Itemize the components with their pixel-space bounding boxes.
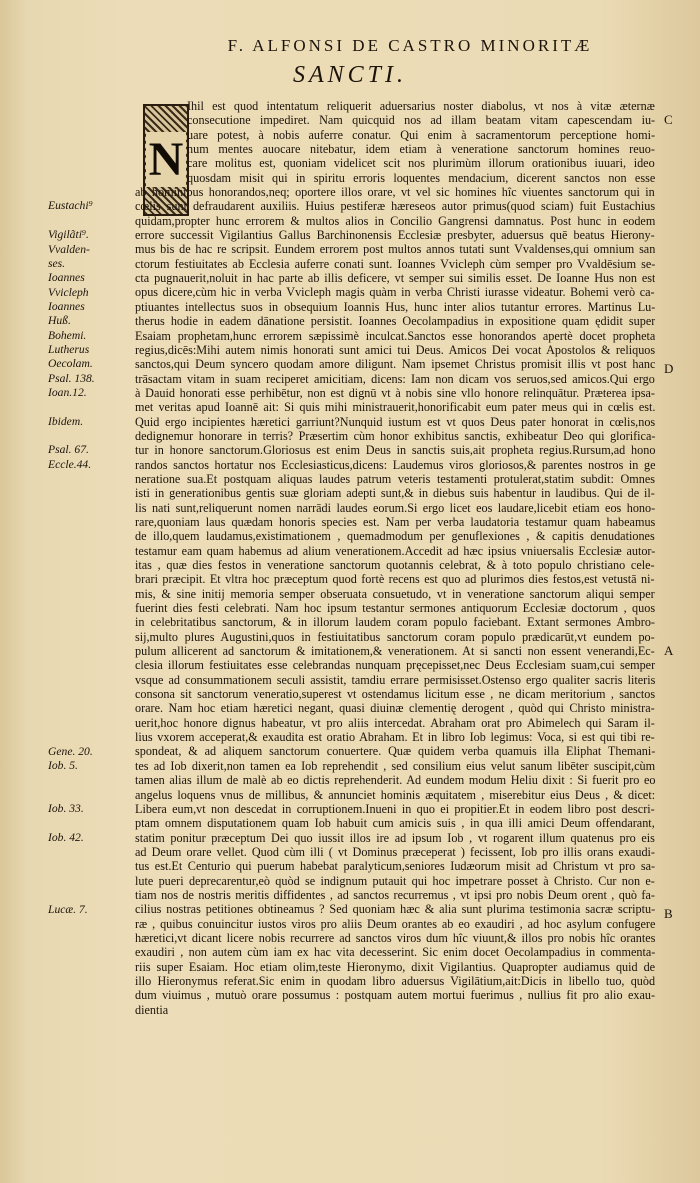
margin-note: Ioan.12. [48,386,87,399]
text-line: rare,quoniam laus quædam honoris species est. Nam per verba laudatoria testamur quam habeamus [135,514,655,529]
text-line: Quid ergo incipientes hæretici garriunt?Nunquid iustum est vt quos Deus pater honorat in cœlis,nos [135,414,655,429]
text-line: lute pueri deprecarentur,eò quòd se indignum putauit qui hoc impetrare posset à Christo. Cur non e- [135,873,655,888]
margin-note: Gene. 20. [48,744,93,758]
text-line: dientia [135,1002,169,1017]
margin-note: Iob. 5. [48,759,78,773]
text-line: neratione sua.Et postquam aliquas laudes patrum veteris testamenti protulerat,statim subdit: Omnes [135,471,655,486]
text-line: clesia illorum festiuitates esse celebrandas nunquam pręcepisset,nec Deus Ecclesiam suam,cui semper [135,658,655,673]
text-line: dedignemur honorare in terris? Præsertim cùm honor exhibitus sanctis, exhibeatur Deo qui glorifica- [135,428,655,443]
text-line: orare. Nam hoc etiam hæretici negant, quasi diuinæ clementię derogent , quòd qui Christo ministra- [135,701,655,716]
margin-note: Ioannes [48,271,85,285]
margin-note: Psal. 67. [48,443,89,457]
margin-note: Vigilãti⁹. [48,228,89,242]
text-line: pulum allicerent ad sanctorum & imitationem,& venerationem. At si sancti non essent venerandi,Ec- [135,644,655,659]
text-line: ptiuantes intellectus suos in obsequium Ioannis Hus, hunc inter alios tutantur errores. Martinus Lu- [135,299,655,314]
column-letter-c: C [664,112,673,127]
text-line: lius vxorem acceperat,& exaudita est oratio Abraham. Et in libro Iob legimus: Voca, si est qui tibi re- [135,730,655,745]
main-text [135,99,655,1017]
running-head: F. ALFONSI DE CASTRO MINORITÆ [227,36,593,55]
text-line: exaudiri , non autem cùm iam ex hac vita decesserint. Sic enim docet Oecolampadius in commenta- [135,945,655,960]
text-line: tus est.Et Centurio qui puerum habebat paralyticum,seniores Iudæorum misit ad Christum vt pro sa- [135,859,655,874]
text-line: hæretici,vt dicant licere nobis recurrere ad sanctos viros dum hîc viuunt,& illos pro nobis hîc orantes [135,930,655,945]
text-line: in celebritatibus sanctorum, & in illorum laudem coram populo faciebant. Extant sermones Ambro- [135,615,655,630]
text-line: regius,dicēs:Mihi autem nimis honorati sunt amici tui Deus. Amicos Dei vocat Apostolos & reliquos [135,342,655,357]
margin-note: Iob. 42. [48,830,84,844]
margin-note: Ibidem. [48,414,84,428]
text-line: riis super Esaiam. Hoc etiam olim,teste Hieronymo, dixit Vigilantius. Quapropter audiamus quid de [135,959,655,974]
text-line: errore successit Vigilantius Gallus Barchinonensis Ecclesiæ presbyter, aduersus quē beatus Hierony- [135,228,655,243]
text-line: lis nati sunt,reliquerunt nomen narrādi laudes eorum.Si ergo licet eos laudare,licebit etiam eos hono- [135,500,655,515]
margin-note: Eccle.44. [48,457,92,471]
margin-note: Bohemi. [48,328,87,342]
text-line: Libera eum,vt non descedat in corruptionem.Inueni in quo ei propitier.Et in eodem libro post descri- [135,801,655,816]
text-line: itas , quæ dies festos in veneratione sanctorum quotannis celebrat, & à toto populo christiano cele- [135,558,655,572]
text-line: ptam omnem disputationem quam Iob habuit cum amicis suis , in qua illi amici Deum offendarant, [135,816,655,831]
text-line: num mentes auocare nitebatur, idem etiam à veneratione sanctorum homines reuo- [187,142,655,157]
text-line: tamen alias illum de malè ab eo dictis reprehenderit. Ad eundem modum Heliu dixit : Si fuerit pro eo [135,773,655,788]
margin-note: Vvicleph [48,285,89,299]
text-line: care molitus est, quoniam videlicet scit nos plurimùm illorum orationibus iuuari, ideo [187,156,655,171]
text-line: met veritas apud Ioannē ait: Si quis mihi ministrauerit,honorificabit eum pater meus qui in cœlis est. [135,400,655,415]
text-line: dum viuimus , mutuò orare possumus : postquam autem mortui fuerimus , nullius fit pro alio exau- [135,988,655,1003]
text-line: brari præcipit. Et vltra hoc præceptum quod fortè recens est quo ad plurimos dies festos,est vetustā ni- [135,572,655,587]
text-line: Esaiam prophetam,hunc errorem sæpissimè inculcat.Sanctos esse honorandos apertè docet propheta [135,328,655,343]
margin-note: ses. [48,256,66,270]
text-line: de illo,quem laudamus,existimationem , quemadmodum per genuflexiones , & capitis denudationes [135,529,655,544]
margin-note: Lutherus [48,342,90,356]
text-line: tiam nos de nostris meritis diffidentes , ad sanctos recurremus , vt ipsi pro nobis Deum orent , quò fa- [135,887,655,902]
column-letter-a: A [664,643,674,658]
margin-note: Ioannes [48,299,85,313]
margin-note: Psal. 138. [48,371,95,385]
margin-note: Eustachi⁹ [48,199,93,213]
text-line: testamur eam quam habemus ad alium venerationem.Accedit ad hæc ipsius vniuersalis Ecclesiæ autor- [135,543,655,558]
text-line: cœlis sunt defraudarent auxiliis. Huius pestiferæ hæreseos autor primus(quod sciam) fuit Eustachius [135,199,655,214]
text-line: illo Hieronymus referat.Sic enim in quodam libro aduersus Vigilātium,ait:Dicis in libello tuo, quòd [135,973,655,988]
text-line: quosdam misit qui in spiritu erroris loquentes mendacium, dicerent sanctos non esse [187,170,655,185]
margin-note: Oecolam. [48,357,93,371]
text-line: fuerint dies festi celebrati. Nam hoc ipsum testantur sermones antiquorum Ecclesiæ doctorum , quos [135,601,655,616]
text-line: cta pugnauerit,noluit in hac parte ab illis deficere, vt semper sui similis esset. De Ioanne Hus non est [135,271,655,286]
column-letter-d: D [664,361,674,376]
text-line: tur in honore sanctorum.Gloriosus est enim Deus in sanctis suis,ait propheta regius.Rursum,ad hono [135,443,655,458]
margin-note: Vvalden- [48,242,90,256]
text-line: quidam,propter hunc errorem & multos alios in Concilio Gangrensi damnatus. Post hunc in eodem [135,213,655,228]
text-line: tes ad Iob dixerit,non tamen ea Iob reprehendit , sed consilium eius velut sanum libēter suscipit,cùm [135,758,655,773]
text-line: sanctos,qui Deum syncero quodam amore diligunt. Nam ipsemet Christus promisit illis vt post hanc [135,357,655,372]
text-line: mis, & sine initij memoria semper obseruata consuetudo, vt in veneratione sanctorum aliqui semper [135,586,655,601]
margin-note: Iob. 33. [48,802,84,816]
text-line: à Dauid honorati esse perhibētur, non est dignū vt à nobis sine vllo honore relinquātur. Præterea ipsa- [135,385,655,400]
text-line: ad Deum orare vellet. Quod cùm illi ( vt Dominus præceperat ) fecissent, Iob pro illis orans exaudi- [135,844,655,859]
text-line: trāsactam vitam in suam reciperet amicitiam, dicens: Iam non dicam vos seruos,sed amicos.Qui ergo [135,371,655,386]
text-line: statim ponitur præceptum Dei quo iussit illos ire ad ipsum Iob , vt rogarent illum quatenus pro eis [135,830,655,845]
text-line: ræ , quibus conuincitur iustos viros pro aliis Deum orantes ab eo exaudiri , ad hoc asylum confugere [135,916,655,931]
text-line: cilius nostras petitiones obtineamus ? Sed quoniam hæc & alia sunt plurima testimonia sacræ scriptu- [135,902,655,917]
text-line: isti in generationibus gentis suæ gloriam adepti sunt,& in diebus suis habentur in laudibus. Qui de il- [135,486,655,501]
text-line: uare potest, à nobis auferre conatur. Qui enim à sacramentorum perceptione homi- [187,127,655,142]
column-letter-b: B [664,906,673,921]
section-title: SANCTI. [292,62,407,88]
text-line: uerit,hoc honore dignus habeatur, vt pro aliis intercedat. Abraham orat pro Abimelech qui Saram il- [135,715,655,730]
text-line: ctorum festiuitates ab Ecclesia auferre conati sunt. Ioannes Vvicleph cùm semper pro Vvaldēsium se- [135,256,655,271]
text-line: mus bis de hac re scripsit. Eundem errorem post multos annos tutati sunt Vvaldenses,qui omnium san [135,242,655,257]
margin-note: Lucæ. 7. [48,902,88,916]
text-line: sij,multo plures Augustini,quos in festiuitatibus sanctorum coram populo prædicarūt,vt eundem po- [135,629,655,644]
text-line: consona sit sanctorum veneratio,superest vt ostendamus licitum esse , ne dicam meritorium , sanctos [135,687,655,702]
margin-note: Huß. [48,314,71,328]
text-line: opus dicere,cùm hic in verba Vvicleph magis quàm in verba Christi iurasse videatur. Bohemi verò ca- [135,285,655,300]
text-line: randos sanctos hortatur nos Ecclesiasticus,dicens: Laudemus viros gloriosos,& parentes nostros in ge [135,457,655,472]
text-line: consecutione impediret. Nam quicquid nos ad illam beatam vitam capescendam iu- [187,113,655,128]
text-line: angelus loquens vnus de millibus, & annunciet hominis æquitatem , miserebitur eius Deus , & dicet: [135,787,655,802]
text-line: spondeat, & ad aliquem sanctorum conuertere. Quæ quidem verba quamuis illa Eliphat Themani- [135,744,655,759]
text-line: therus hodie in eadem dānatione persistit. Ioannes Oecolampadius in expositione quam ędidit super [135,314,655,329]
text-line: vsque ad consummationem seculi assistit, tamdiu errare permisisset.Ostenso ergo qualiter sacris literis [135,672,655,687]
initial-letter: N [146,132,186,187]
text-line: ab hominibus honorandos,neq; oportere illos orare, vt vel sic homines hîc viuentes sanctorum qui in [135,185,655,200]
text-line: Ihil est quod intentatum reliquerit aduersarius noster diabolus, vt nos à vitæ æternæ [187,99,655,113]
